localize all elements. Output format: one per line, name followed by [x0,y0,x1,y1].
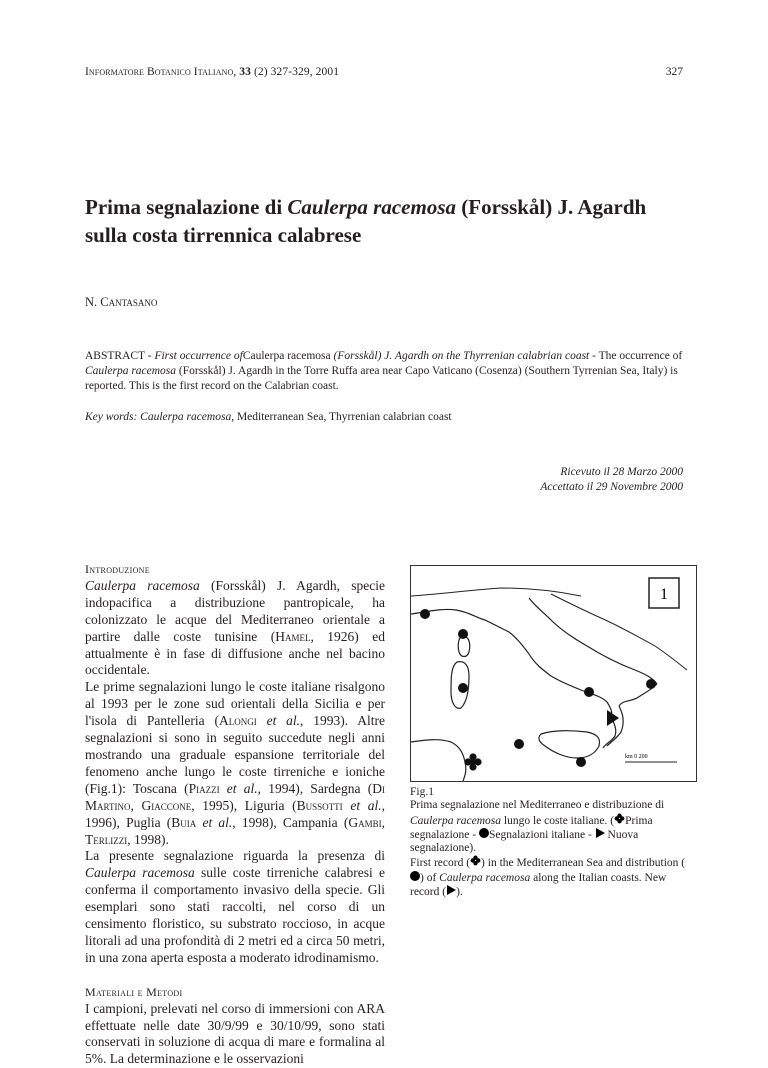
section-heading-methods: Materiali e Metodi [85,984,183,999]
corsica [458,636,470,657]
panel-label: 1 [660,586,668,603]
accepted-date: Accettato il 29 Novembre 2000 [540,481,683,493]
cross-symbol-icon [470,855,481,866]
record-dot [646,679,656,689]
methods-paragraph: I campioni, prelevati nel corso di immersioni con ARA effettuate nelle date 30/9/99 e 30/10/99, sono stati conservati in soluzione di acqua di mare e formalina al 5%. La determinazione e le osservazioni [85,1000,385,1067]
received-date: Ricevuto il 28 Marzo 2000 [560,466,683,478]
record-dot [584,687,594,697]
title-species: Caulerpa racemosa [287,195,456,219]
sicily [539,731,600,758]
triangle-symbol-icon [595,828,605,838]
triangle-symbol-icon [446,885,456,895]
journal-name: Informatore Botanico Italiano, [85,66,237,78]
italy-east-coast [529,598,657,684]
record-dot [420,609,430,619]
keywords: Key words: Caulerpa racemosa, Mediterranean Sea, Thyrrenian calabrian coast [85,411,452,423]
record-dot [576,757,586,767]
figure-map [410,565,697,782]
journal-issue: (2) 327-329, 2001 [253,66,340,78]
caption-italian: Prima segnalazione nel Mediterraneo e distribuzione di Caulerpa racemosa lungo le coste italiane. ( Prima segnalazione - Segnalazioni italiane - Nuova segnalazione). [410,799,665,855]
intro-paragraph-3: La presente segnalazione riguarda la presenza di Caulerpa racemosa sulle coste tirreniche calabresi e conferma il comportamento invasivo della specie. Gli esemplari sono stati raccolti, nel corso di un censimento floristico, su substrato roccioso, in acque litorali ad una profondità di 2 metri ed a circa 50 metri, in una zona aperta esposta a moderato idrodinamismo. [85,848,385,965]
alps-border [411,588,581,596]
tunisia-coast [411,740,466,781]
received-dates [540,465,683,495]
journal-volume: 33 [239,66,251,78]
author: N. Cantasano [85,295,158,309]
abstract: ABSTRACT - First occurrence ofCaulerpa racemosa (Forsskål) J. Agardh on the Thyrrenian calabrian coast - The occurrence of Caulerpa racemosa (Forsskål) J. Agardh in the Torre Ruffa area near Capo Vaticano (Cosenza) (Southern Tyrrenian Sea, Italy) is reported. This is the first record on the Calabrian coast. [85,350,683,392]
section-heading-intro: Introduzione [85,562,150,576]
paper-title: Prima segnalazione di Caulerpa racemosa (Forsskål) J. Agardh sulla costa tirrennica calabrese [85,195,647,247]
left-column [85,561,385,1068]
page-number: 327 [665,66,683,78]
dot-symbol-icon [410,871,420,881]
figure-number: Fig.1 [410,786,434,798]
dot-symbol-icon [479,828,489,838]
scale-label: km 0 200 [625,754,648,760]
figure-caption [410,786,695,899]
record-dot [514,739,524,749]
italy-map [411,566,696,781]
record-dot [458,629,468,639]
cross-symbol-icon [614,813,625,824]
italy-west-coast [411,609,612,718]
new-record-triangle [607,710,619,726]
record-dot [458,683,468,693]
caption-english: First record ( ) in the Mediterranean Sea and distribution () of Caulerpa racemosa along the Italian coasts. New record ( ). [410,857,686,899]
first-record-cross [464,753,481,770]
intro-paragraph-1: Caulerpa racemosa (Forsskål) J. Agardh, specie indopacifica a distribuzione pantropicale, ha colonizzato le acque del Mediterraneo orientale a partire dalle coste tunisine (Hamel, 1926) ed attualmente è in fase di diffusione anche nel bacino occidentale. [85,577,385,678]
running-header [85,66,339,78]
intro-paragraph-2: Le prime segnalazioni lungo le coste italiane risalgono al 1993 per le zone sud orientali della Sicilia e per l'isola di Pantelleria (Alongi et al., 1993). Altre segnalazioni si sono in seguito succedute negli anni mostrando una graduale espansione territoriale del fenomeno anche lungo le coste tirreniche e ioniche (Fig.1): Toscana (Piazzi et al., 1994), Sardegna (Di Martino, Giaccone, 1995), Liguria (Bussotti et al., 1996), Puglia (Buia et al., 1998), Campania (Gambi, Terlizzi, 1998). [85,679,385,847]
